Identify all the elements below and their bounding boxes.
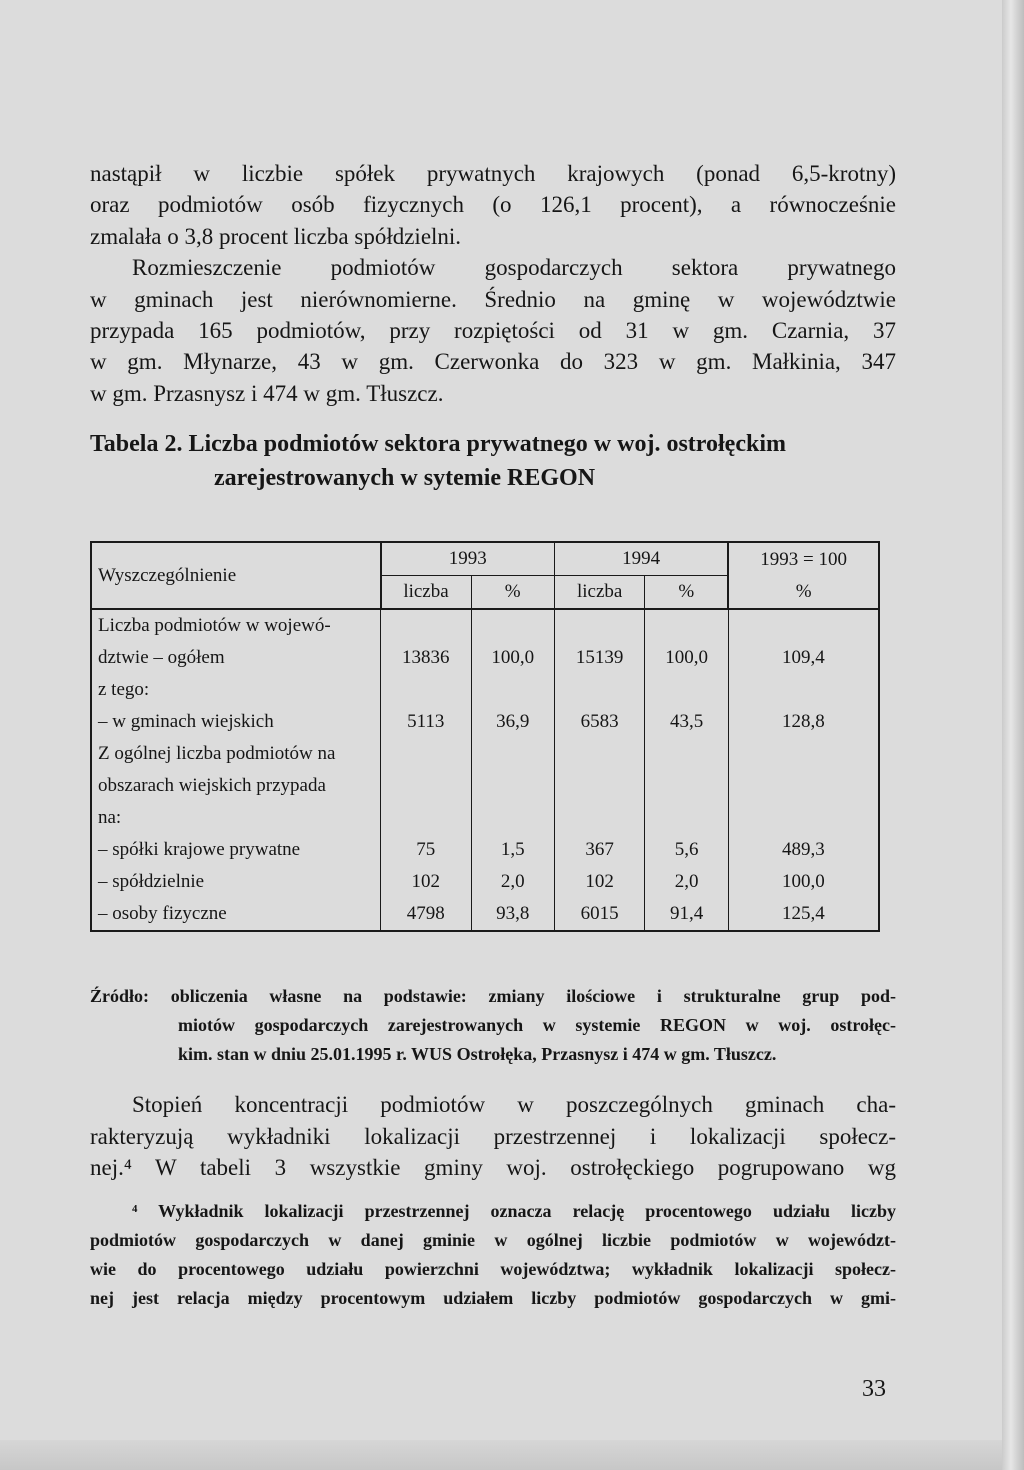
cell-count-1994: 15139: [554, 642, 645, 674]
page-edge-shadow: [1002, 0, 1024, 1470]
table-title-line-2: zarejestrowanych w sytemie REGON: [214, 465, 596, 492]
cell-pct-1993: [471, 609, 554, 642]
paragraph-1: [90, 158, 896, 252]
footnote-line: nej jest relacja między procentowym udziałem liczby podmiotów gospodarczych w gmi-: [90, 1288, 896, 1309]
cell-count-1993: [381, 738, 472, 770]
row-label: na:: [91, 802, 381, 834]
table-row: [91, 738, 879, 770]
cell-index: [728, 674, 879, 706]
table-row: [91, 898, 879, 931]
source-line: Źródło: obliczenia własne na podstawie: zmiany ilościowe i strukturalne grup pod-: [90, 986, 896, 1007]
text-line: Stopień koncentracji podmiotów w poszczególnych gminach cha-: [132, 1092, 896, 1118]
cell-pct-1993: [471, 674, 554, 706]
text-line: zmalała o 3,8 procent liczba spółdzielni.: [90, 223, 462, 249]
table-title-line-1: Tabela 2. Liczba podmiotów sektora prywatnego w woj. ostrołęckim: [90, 431, 786, 458]
cell-index: [728, 609, 879, 642]
cell-pct-1994: 5,6: [645, 834, 728, 866]
cell-pct-1993: 36,9: [471, 706, 554, 738]
cell-count-1994: [554, 802, 645, 834]
row-label: Z ogólnej liczba podmiotów na: [91, 738, 381, 770]
source-line: kim. stan w dniu 25.01.1995 r. WUS Ostrołęka, Przasnysz i 474 w gm. Tłuszcz.: [178, 1044, 777, 1065]
cell-index: [728, 770, 879, 802]
footnote-line: podmiotów gospodarczych w danej gminie w ogólnej liczbie podmiotów w województ-: [90, 1230, 896, 1251]
cell-count-1994: [554, 609, 645, 642]
table-row: [91, 802, 879, 834]
text-line: oraz podmiotów osób fizycznych (o 126,1 procent), a równocześnie: [90, 192, 896, 218]
text-line: w gminach jest nierównomierne. Średnio na gminę w województwie: [90, 286, 896, 312]
cell-count-1994: 102: [554, 866, 645, 898]
page-content: [90, 158, 896, 1313]
subheader-pct-1994: %: [645, 576, 728, 610]
cell-pct-1993: 1,5: [471, 834, 554, 866]
subheader-count-1994: liczba: [554, 576, 645, 610]
row-label: – spółki krajowe prywatne: [91, 834, 381, 866]
table-header-row: [91, 542, 879, 576]
text-line: w gm. Młynarze, 43 w gm. Czerwonka do 323 w gm. Małkinia, 347: [90, 349, 896, 375]
cell-count-1994: 6015: [554, 898, 645, 931]
table-title: [90, 427, 896, 495]
table-source-note: [90, 982, 896, 1069]
cell-index: 128,8: [728, 706, 879, 738]
table-row: [91, 770, 879, 802]
cell-pct-1993: 2,0: [471, 866, 554, 898]
cell-count-1993: 75: [381, 834, 472, 866]
row-label: z tego:: [91, 674, 381, 706]
text-line: nej.⁴ W tabeli 3 wszystkie gminy woj. ostrołęckiego pogrupowano wg: [90, 1155, 896, 1181]
cell-count-1993: 4798: [381, 898, 472, 931]
paragraph-2: [90, 252, 896, 409]
cell-count-1993: [381, 770, 472, 802]
cell-index: 489,3: [728, 834, 879, 866]
row-label: obszarach wiejskich przypada: [91, 770, 381, 802]
table-row: [91, 609, 879, 642]
row-label: – osoby fizyczne: [91, 898, 381, 931]
cell-count-1994: 367: [554, 834, 645, 866]
table-row: [91, 706, 879, 738]
cell-pct-1994: 2,0: [645, 866, 728, 898]
cell-pct-1993: [471, 802, 554, 834]
cell-pct-1994: 100,0: [645, 642, 728, 674]
data-table: [90, 541, 880, 932]
cell-pct-1994: [645, 738, 728, 770]
cell-count-1994: 6583: [554, 706, 645, 738]
cell-index: 125,4: [728, 898, 879, 931]
row-label: dztwie – ogółem: [91, 642, 381, 674]
cell-pct-1994: [645, 802, 728, 834]
cell-pct-1994: [645, 609, 728, 642]
paragraph-3: [90, 1089, 896, 1183]
cell-count-1994: [554, 738, 645, 770]
scan-bottom-band: [0, 1440, 1004, 1470]
cell-count-1993: [381, 802, 472, 834]
column-header-index: [728, 542, 879, 609]
cell-pct-1993: 93,8: [471, 898, 554, 931]
index-header-line-1: 1993 = 100: [760, 548, 847, 570]
text-line: rakteryzują wykładniki lokalizacji przestrzennej i lokalizacji społecz-: [90, 1123, 896, 1149]
table-row: [91, 834, 879, 866]
table-row: [91, 674, 879, 706]
table-row: [91, 642, 879, 674]
footnote-line: ⁴ Wykładnik lokalizacji przestrzennej oznacza relację procentowego udziału liczby: [132, 1201, 896, 1222]
column-header-1994: 1994: [554, 542, 728, 576]
footnote-4: [90, 1197, 896, 1313]
cell-index: [728, 802, 879, 834]
row-label: – spółdzielnie: [91, 866, 381, 898]
column-header-label: Wyszczególnienie: [91, 542, 381, 609]
subheader-pct-1993: %: [471, 576, 554, 610]
cell-pct-1994: 43,5: [645, 706, 728, 738]
source-line: miotów gospodarczych zarejestrowanych w systemie REGON w woj. ostrołęc-: [178, 1015, 896, 1036]
index-header-line-2: %: [795, 580, 812, 602]
table-row: [91, 866, 879, 898]
cell-pct-1993: 100,0: [471, 642, 554, 674]
text-line: w gm. Przasnysz i 474 w gm. Tłuszcz.: [90, 380, 444, 406]
cell-pct-1993: [471, 770, 554, 802]
row-label: – w gminach wiejskich: [91, 706, 381, 738]
cell-count-1994: [554, 674, 645, 706]
cell-count-1994: [554, 770, 645, 802]
cell-count-1993: [381, 674, 472, 706]
cell-count-1993: 102: [381, 866, 472, 898]
text-line: przypada 165 podmiotów, przy rozpiętości od 31 w gm. Czarnia, 37: [90, 318, 896, 344]
cell-pct-1994: 91,4: [645, 898, 728, 931]
subheader-count-1993: liczba: [381, 576, 472, 610]
cell-count-1993: 13836: [381, 642, 472, 674]
page-number: 33: [862, 1376, 886, 1402]
cell-index: 109,4: [728, 642, 879, 674]
cell-index: 100,0: [728, 866, 879, 898]
cell-pct-1993: [471, 738, 554, 770]
cell-count-1993: 5113: [381, 706, 472, 738]
text-line: Rozmieszczenie podmiotów gospodarczych sektora prywatnego: [132, 255, 896, 281]
text-line: nastąpił w liczbie spółek prywatnych krajowych (ponad 6,5-krotny): [90, 161, 896, 186]
cell-pct-1994: [645, 674, 728, 706]
footnote-line: wie do procentowego udziału powierzchni województwa; wykładnik lokalizacji społecz-: [90, 1259, 896, 1280]
cell-index: [728, 738, 879, 770]
row-label: Liczba podmiotów w wojewó-: [91, 609, 381, 642]
column-header-1993: 1993: [381, 542, 555, 576]
cell-count-1993: [381, 609, 472, 642]
cell-pct-1994: [645, 770, 728, 802]
